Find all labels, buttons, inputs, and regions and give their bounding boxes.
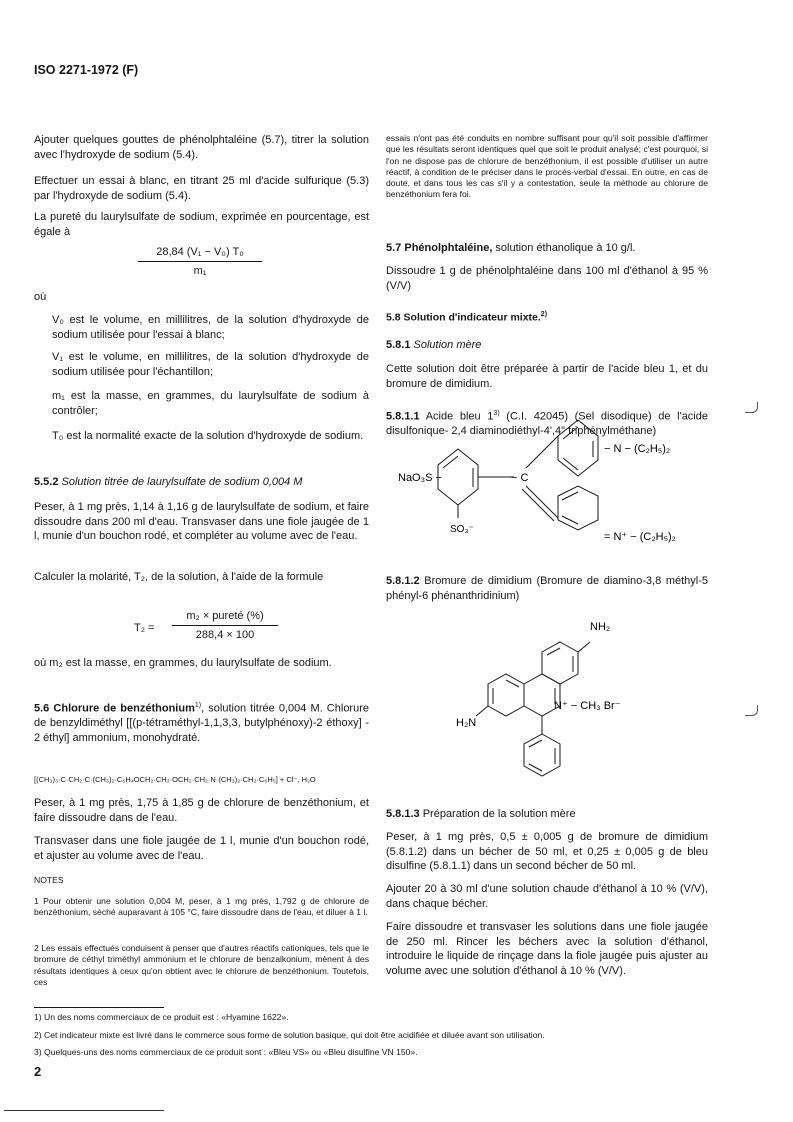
fraction-bar [172,625,278,626]
amino-group-left: H₂N [456,717,477,729]
paragraph: Ajouter 20 à 30 ml d'une solution chaude d'éthanol à 10 % (V/V), dans chaque bécher. [386,883,708,910]
note-2-continued: essais n'ont pas été conduits en nombre suffisant pour qu'il soit possible d'affirmer que les résultats seront identiques quel que soit le produit analysé; c'est pourquoi, si l'on ne dispose pas de chlorure de benzéthonium, il est possible d'utiliser un autre réactif, à condition de le préciser dans le procès-verbal d'essai. En outre, en cas de doute, et dans tous les cas s'il y a contestation, seule la méthode au chlorure de benzéthonium fera foi. [386,133,708,200]
page-number: 2 [34,1064,42,1079]
section-number: 5.8.1.1 [386,410,420,423]
formula-denominator: 288,4 × 100 [195,628,255,641]
section-number: 5.7 [386,242,402,254]
section-number: 5.8.1.3 [386,808,420,820]
paragraph: Effectuer un essai à blanc, en titrant 25 ml d'acide sulfurique (5.3) par l'hydroxyde de sodium (5.4). [34,175,369,202]
paragraph: Peser, à 1 mg près, 0,5 ± 0,005 g de bromure de dimidium (5.8.1.2) dans un bécher de 50 ml, et 0,25 ± 0,005 g de bleu disulfine (5.8.1.1) dans un second bécher de 50 ml. [386,831,708,872]
section-text: , solution titrée 0,004 M. Chlorure de benzyldiméthyl [[(p-tétraméthyl-1,1,3,3, butylphénoxy)-2 éthoxy] - 2 éthyl] ammonium, monohydraté. [34,702,369,744]
scan-mark [745,705,758,716]
section-title: Acide bleu 1 [425,410,494,423]
variable-definition: m₁ est la masse, en grammes, du laurylsulfate de sodium à contrôler; [52,390,369,417]
footnote-ref: 3) [493,410,500,417]
central-carbon: − C [511,472,529,484]
section-title: Phénolphtaléine, [404,242,493,254]
paragraph: Calculer la molarité, T₂, de la solution, à l'aide de la formule [34,571,324,583]
paragraph: Cette solution doit être préparée à partir de l'acide bleu 1, et du bromure de dimidium. [386,363,708,390]
paragraph: Peser, à 1 mg près, 1,14 à 1,16 g de laurylsulfate de sodium, et faire dissoudre dans 200 ml d'eau. Transvaser dans une fiole jaugée de 1 l, munie d'un bouchon rodé, et compléter au volume avec de l'eau. [34,501,369,542]
paragraph: Transvaser dans une fiole jaugée de 1 l, munie d'un bouchon rodé, et ajuster au volume avec de l'eau. [34,835,369,862]
benzene-ring-upper [558,420,598,476]
diethylamino-group: − N − (C₂H₅)₂ [604,443,671,455]
section-heading-5-5-2 [34,475,369,490]
formula-purity [138,245,262,278]
section-text: (C.I. 42045) (Sel disodique) de l'acide disulfonique- 2,4 diaminodiéthyl-4',4" triphénylméthane) [386,410,708,438]
section-title: Bromure de dimidium (Bromure de diamino-3,8 méthyl-5 phényl-6 phénanthridinium) [386,575,708,602]
amino-group-top: NH₂ [590,621,611,633]
section-title: Chlorure de benzéthonium [53,702,195,715]
note-1: 1 Pour obtenir une solution 0,004 M, peser, à 1 mg près, 1,792 g de chlorure de benzéthonium, séché auparavant à 105 °C, faire dissoudre dans de l'eau, et diluer à 1 l. [34,896,369,918]
variable-definition: V₁ est le volume, en millilitres, de la solution d'hydroxyde de sodium utilisée pour l'échantillon; [52,351,369,378]
section-text: solution éthanolique à 10 g/l. [492,242,636,254]
where-label: où [34,291,47,303]
section-title: Solution d'indicateur mixte. [403,311,541,324]
naso3s-group: NaO₃S − [398,472,442,484]
paragraph: La pureté du laurylsulfate de sodium, exprimée en pourcentage, est égale à [34,211,369,238]
left-column [34,133,369,1003]
section-number: 5.8 [386,311,401,324]
acid-blue-structure [386,346,708,556]
variable-definition: T₀ est la normalité exacte de la solution d'hydroxyde de sodium. [52,430,364,442]
scan-mark [745,402,758,413]
formula-numerator: 28,84 (V₁ − V₀) T₀ [156,246,244,258]
diethyliminium-group: = N⁺ − (C₂H₅)₂ [604,531,676,543]
section-5-8-1-2 [386,574,708,603]
paragraph: où m₂ est la masse, en grammes, du laurylsulfate de sodium. [34,657,332,669]
section-title: Solution titrée de laurylsulfate de sodium 0,004 M [61,476,303,488]
section-5-6 [34,699,369,745]
footnote-rule [34,1007,164,1008]
section-5-8 [386,308,708,325]
footnote-2: 2) Cet indicateur mixte est livré dans le commerce sous forme de solution basique, qui doit être acidifiée et diluée avant son utilisation. [34,1030,545,1040]
sulfonate-group: SO₃⁻ [450,524,474,535]
formula-numerator: m₂ × pureté (%) [186,610,264,622]
notes-title: NOTES [34,875,64,885]
paragraph: Peser, à 1 mg près, 1,75 à 1,85 g de chlorure de benzéthonium, et faire dissoudre dans de l'eau. [34,797,369,824]
section-number: 5.5.2 [34,476,59,488]
section-title: Solution mère [413,339,482,351]
note-2: 2 Les essais effectués conduisent à penser que d'autres réactifs cationiques, tels que le bromure de céthyl triméthyl ammonium et le chlorure de benzalkonium, mènent à des résultats identiques à ceux qu'on obtient avec le chlorure de benzéthonium. Toutefois, ces [34,943,369,987]
fraction-bar [138,261,262,262]
formula-denominator: m₁ [193,264,207,277]
paragraph: Faire dissoudre et transvaser les solutions dans une fiole jaugée de 250 ml. Rincer les béchers avec la solution d'éthanol, introduire le liquide de rinçage dans la fiole jaugée puis ajuster au volume avec une solution d'éthanol à 10 % (V/V). [386,921,708,977]
footnote-ref: 2) [540,311,548,318]
formula-lhs: T₂ = [134,622,155,634]
section-number: 5.6 [34,702,50,715]
section-number: 5.8.1 [386,339,411,351]
section-number: 5.8.1.2 [386,575,420,587]
footnote-1: 1) Un des noms commerciaux de ce produit est : «Hyamine 1622». [34,1012,289,1022]
document-header: ISO 2271-1972 (F) [34,63,139,77]
footnote-ref: 1) [194,702,202,709]
formula-molarity [134,609,314,649]
dimidium-bromide-structure [386,614,708,794]
methyl-iminium-bromide: N⁺ − CH₃ Br⁻ [554,700,621,712]
paragraph: Dissoudre 1 g de phénolphtaléine dans 100 ml d'éthanol à 95 % (V/V) [386,265,708,292]
variable-definition: V₀ est le volume, en millilitres, de la solution d'hydroxyde de sodium utilisée pour l'essai à blanc; [52,314,369,341]
section-title: Préparation de la solution mère [422,808,576,820]
benzene-ring-left [438,449,478,505]
footnote-3: 3) Quelques-uns des noms commerciaux de ce produit sont : «Bleu VS» ou «Bleu disulfine VN 150». [34,1047,418,1057]
chemical-formula: [(CH₃)₃·C·CH₂·C·(CH₃)₂·C₆H₄OCH₂·CH₂·OCH₂·CH₂·N·(CH₃)₂·CH₂·C₆H₅] + Cl⁻, H₂O [34,775,316,784]
section-5-8-1-3 [386,807,708,822]
scan-edge-line [4,1110,164,1111]
section-5-7 [386,241,708,256]
quinoid-ring [558,486,598,530]
paragraph: Ajouter quelques gouttes de phénolphtaléine (5.7), titrer la solution avec l'hydroxyde de sodium (5.4). [34,134,369,161]
